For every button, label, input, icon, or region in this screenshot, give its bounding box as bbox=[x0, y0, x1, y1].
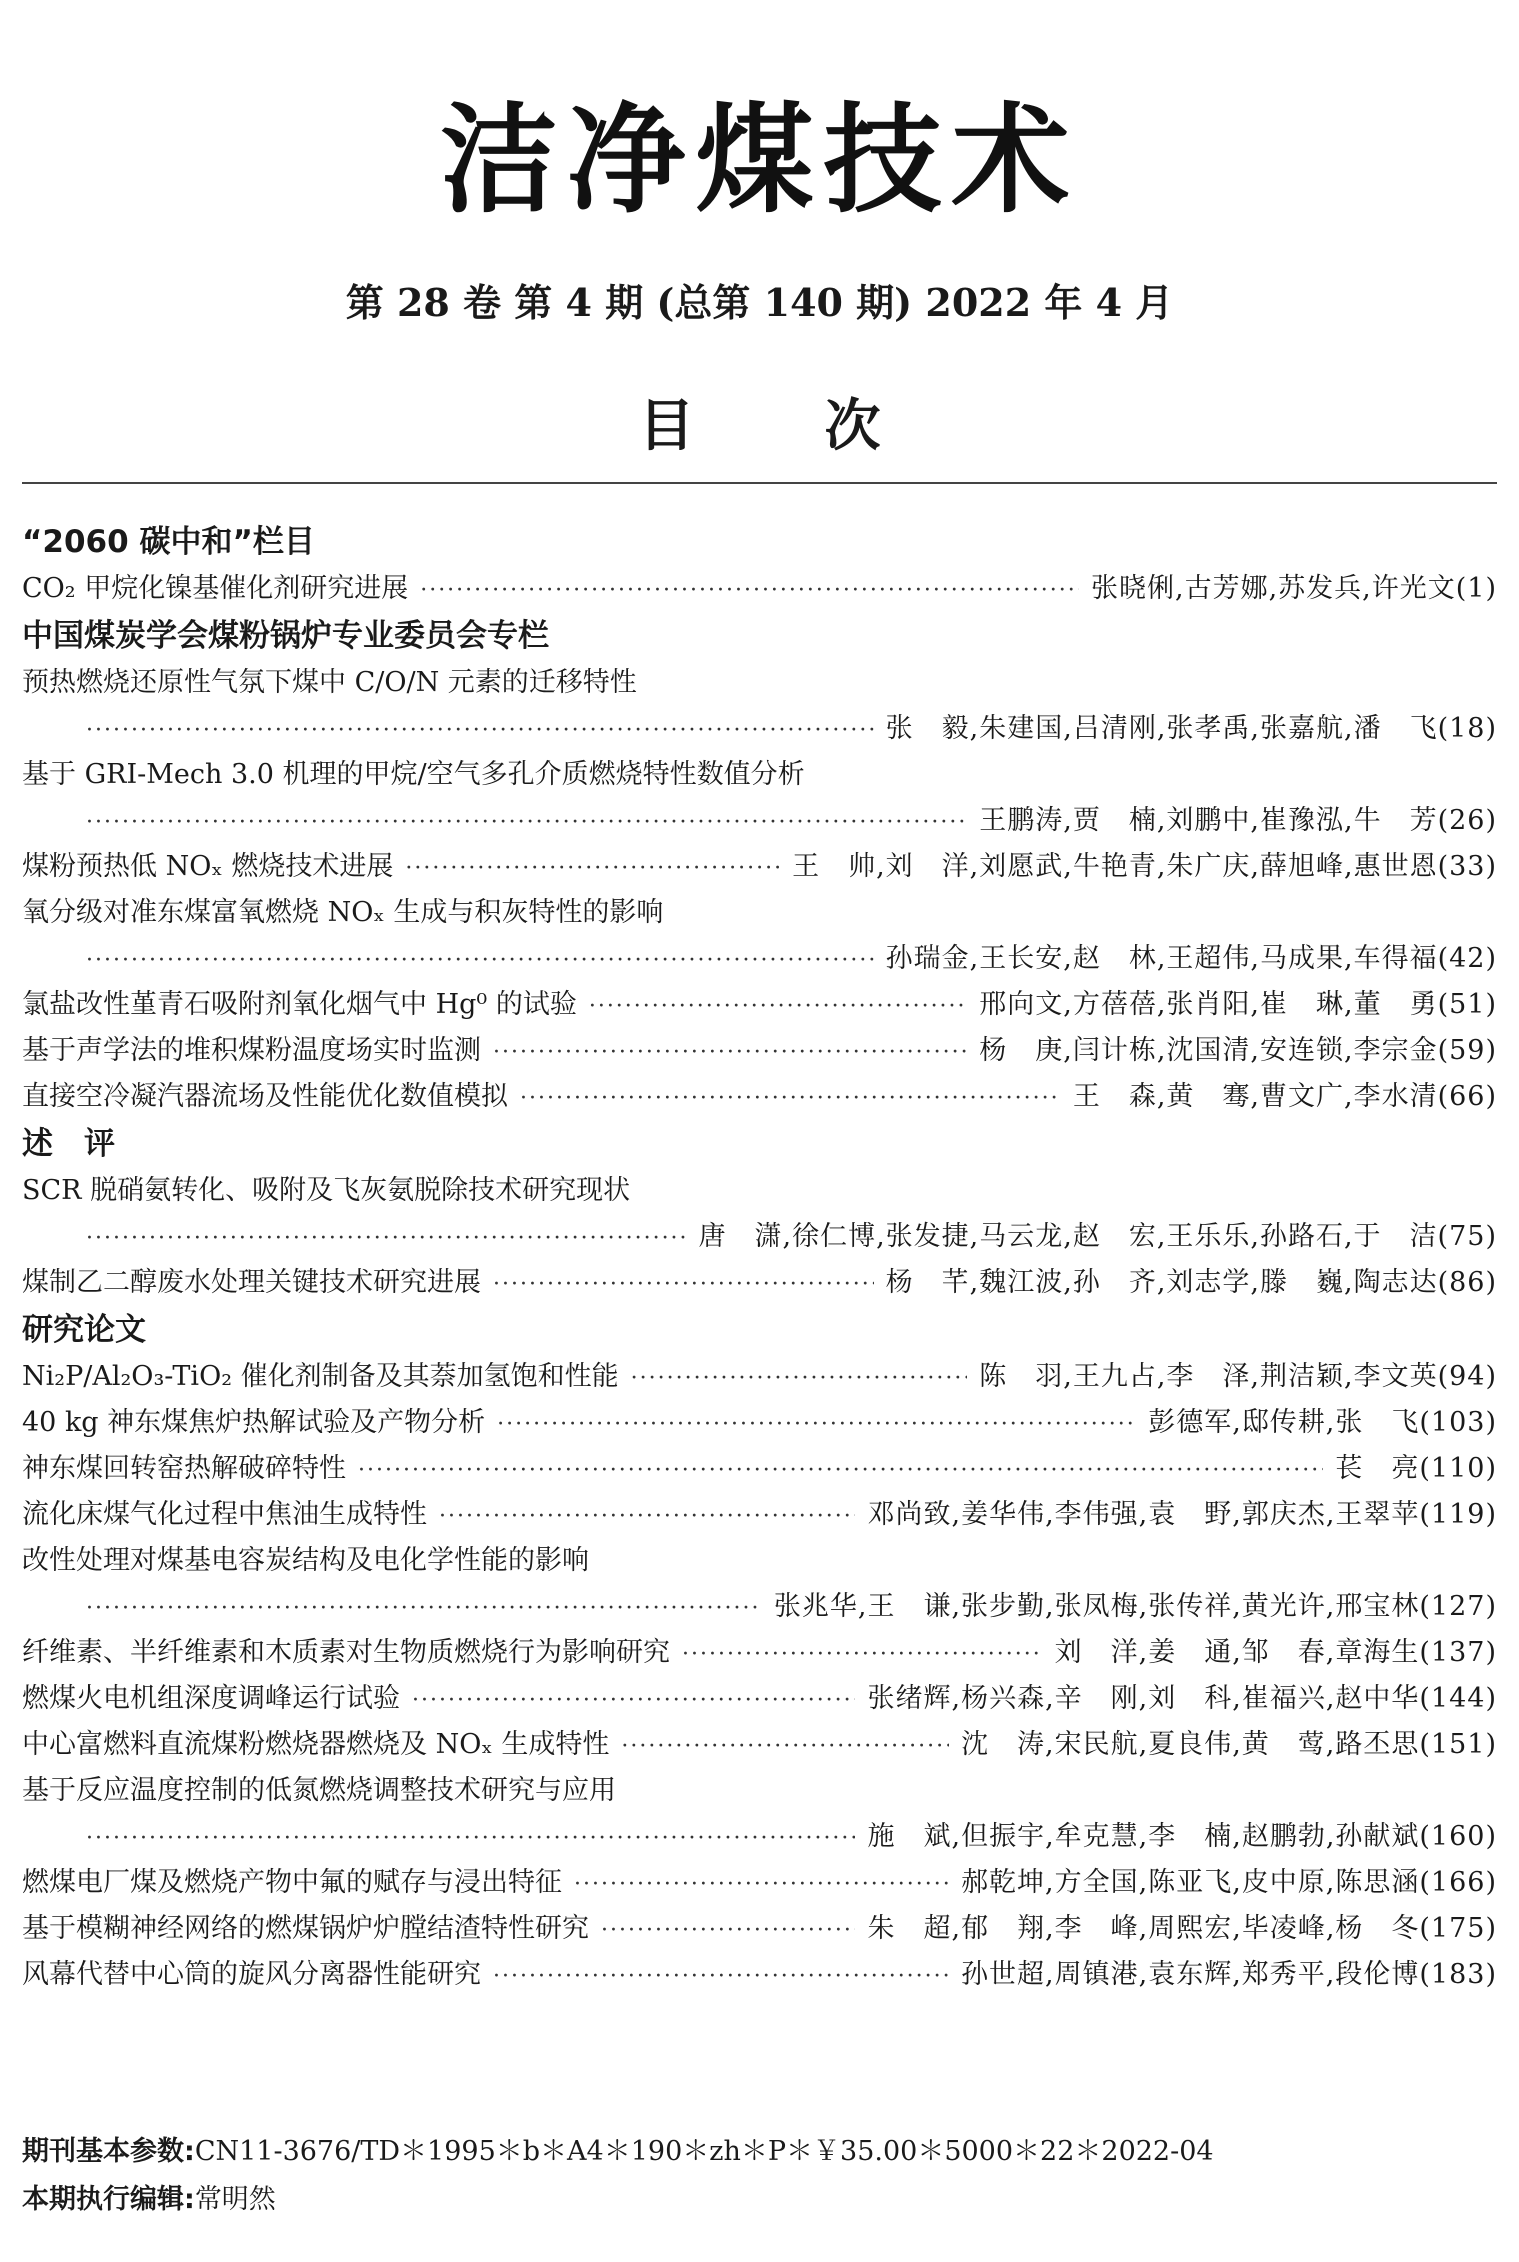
leader-dots bbox=[358, 1448, 1323, 1494]
article-title[interactable]: 预热燃烧还原性气氛下煤中 C/O/N 元素的迁移特性 bbox=[22, 667, 637, 698]
section-title: “2060 碳中和”栏目 bbox=[22, 524, 315, 560]
article-title[interactable]: 基于 GRI-Mech 3.0 机理的甲烷/空气多孔介质燃烧特性数值分析 bbox=[22, 759, 805, 790]
article-title[interactable]: 燃煤火电机组深度调峰运行试验 bbox=[22, 1683, 400, 1714]
article-authors-page: 沈 涛,宋民航,夏良伟,黄 莺,路丕思(151) bbox=[961, 1729, 1497, 1760]
article-authors-page: 王鹏涛,贾 楠,刘鹏中,崔豫泓,牛 芳(26) bbox=[979, 805, 1497, 836]
article-authors-page: 张兆华,王 谦,张步勤,张凤梅,张传祥,黄光许,邢宝林(127) bbox=[773, 1591, 1497, 1622]
toc-entry[interactable] bbox=[22, 1354, 1497, 1400]
article-authors-page: 邢向文,方蓓蓓,张肖阳,崔 琳,董 勇(51) bbox=[979, 989, 1497, 1020]
article-title[interactable]: 神东煤回转窑热解破碎特性 bbox=[22, 1453, 346, 1484]
article-title[interactable]: 风幕代替中心筒的旋风分离器性能研究 bbox=[22, 1959, 481, 1990]
article-authors-page: 王 帅,刘 洋,刘愿武,牛艳青,朱广庆,薛旭峰,惠世恩(33) bbox=[792, 851, 1497, 882]
toc-entry[interactable] bbox=[22, 1446, 1497, 1492]
leader-dots bbox=[405, 846, 780, 892]
leader-dots bbox=[493, 1262, 874, 1308]
article-title[interactable]: 煤制乙二醇废水处理关键技术研究进展 bbox=[22, 1267, 481, 1298]
article-title[interactable]: 纤维素、半纤维素和木质素对生物质燃烧行为影响研究 bbox=[22, 1637, 670, 1668]
article-authors-page: 邓尚致,姜华伟,李伟强,袁 野,郭庆杰,王翠苹(119) bbox=[867, 1499, 1497, 1530]
article-authors-page: 张绪辉,杨兴森,辛 刚,刘 科,崔福兴,赵中华(144) bbox=[867, 1683, 1497, 1714]
article-title[interactable]: 基于模糊神经网络的燃煤锅炉炉膛结渣特性研究 bbox=[22, 1913, 589, 1944]
leader-dots bbox=[621, 1724, 949, 1770]
leader-dots bbox=[86, 1586, 762, 1632]
params-value: CN11-3676/TD＊1995＊b＊A4＊190＊zh＊P＊￥35.00＊5000＊22＊2022-04 bbox=[194, 2136, 1214, 2167]
toc-entry[interactable] bbox=[22, 1074, 1497, 1120]
article-title[interactable]: 改性处理对煤基电容炭结构及电化学性能的影响 bbox=[22, 1545, 589, 1576]
article-authors-page: 刘 洋,姜 通,邹 春,章海生(137) bbox=[1054, 1637, 1497, 1668]
toc-entry[interactable] bbox=[22, 1676, 1497, 1722]
toc-entry[interactable] bbox=[22, 1492, 1497, 1538]
editor-label: 本期执行编辑: bbox=[22, 2184, 195, 2215]
leader-dots bbox=[497, 1402, 1136, 1448]
toc-entry[interactable] bbox=[22, 844, 1497, 890]
article-title[interactable]: Ni₂P/Al₂O₃-TiO₂ 催化剂制备及其萘加氢饱和性能 bbox=[22, 1361, 619, 1392]
leader-dots bbox=[86, 1216, 686, 1262]
section-title: 中国煤炭学会煤粉锅炉专业委员会专栏 bbox=[22, 618, 549, 654]
header-divider bbox=[22, 482, 1497, 484]
leader-dots bbox=[493, 1030, 967, 1076]
article-authors-page: 朱 超,郁 翔,李 峰,周熙宏,毕凌峰,杨 冬(175) bbox=[867, 1913, 1497, 1944]
article-title[interactable]: 40 kg 神东煤焦炉热解试验及产物分析 bbox=[22, 1407, 486, 1438]
toc-entry[interactable] bbox=[22, 1860, 1497, 1906]
leader-dots bbox=[420, 568, 1079, 614]
toc-entry[interactable] bbox=[22, 1722, 1497, 1768]
article-authors-page: 张晓俐,古芳娜,苏发兵,许光文(1) bbox=[1091, 573, 1497, 604]
leader-dots bbox=[86, 938, 874, 984]
leader-dots bbox=[439, 1494, 855, 1540]
article-title[interactable]: CO₂ 甲烷化镍基催化剂研究进展 bbox=[22, 573, 409, 604]
leader-dots bbox=[574, 1862, 949, 1908]
article-title[interactable]: 中心富燃料直流煤粉燃烧器燃烧及 NOₓ 生成特性 bbox=[22, 1729, 610, 1760]
editor-value: 常明然 bbox=[194, 2184, 276, 2215]
leader-dots bbox=[493, 1954, 949, 2000]
leader-dots bbox=[520, 1076, 1061, 1122]
article-title[interactable]: 氯盐改性堇青石吸附剂氧化烟气中 Hg⁰ 的试验 bbox=[22, 989, 577, 1020]
article-authors-page: 陈 羽,王九占,李 泽,荆洁颖,李文英(94) bbox=[979, 1361, 1497, 1392]
article-title[interactable]: SCR 脱硝氨转化、吸附及飞灰氨脱除技术研究现状 bbox=[22, 1175, 631, 1206]
article-authors-page: 杨 庚,闫计栋,沈国清,安连锁,李宗金(59) bbox=[979, 1035, 1497, 1066]
article-title[interactable]: 煤粉预热低 NOₓ 燃烧技术进展 bbox=[22, 851, 394, 882]
toc-entry[interactable] bbox=[22, 982, 1497, 1028]
toc-entry[interactable] bbox=[22, 1260, 1497, 1306]
toc-entry[interactable] bbox=[22, 1814, 1497, 1860]
leader-dots bbox=[412, 1678, 855, 1724]
leader-dots bbox=[589, 984, 967, 1030]
toc-entry[interactable] bbox=[22, 1906, 1497, 1952]
article-title[interactable]: 直接空冷凝汽器流场及性能优化数值模拟 bbox=[22, 1081, 508, 1112]
article-authors-page: 孙世超,周镇港,袁东辉,郑秀平,段伦博(183) bbox=[961, 1959, 1497, 1990]
leader-dots bbox=[86, 800, 967, 846]
article-title[interactable]: 氧分级对准东煤富氧燃烧 NOₓ 生成与积灰特性的影响 bbox=[22, 897, 664, 928]
toc-entry[interactable] bbox=[22, 1400, 1497, 1446]
article-authors-page: 王 森,黄 骞,曹文广,李水清(66) bbox=[1072, 1081, 1497, 1112]
toc-entry[interactable] bbox=[22, 566, 1497, 612]
journal-title: 洁净煤技术 bbox=[439, 90, 1080, 229]
leader-dots bbox=[86, 1816, 855, 1862]
article-authors-page: 施 斌,但振宇,牟克慧,李 楠,赵鹏勃,孙献斌(160) bbox=[867, 1821, 1497, 1852]
toc-entry[interactable] bbox=[22, 1214, 1497, 1260]
toc-entry[interactable] bbox=[22, 1028, 1497, 1074]
executive-editor bbox=[22, 2180, 1497, 2220]
journal-parameters bbox=[22, 2132, 1497, 2172]
params-label: 期刊基本参数: bbox=[22, 2136, 195, 2167]
toc-entry[interactable] bbox=[22, 1952, 1497, 1998]
article-title[interactable]: 基于声学法的堆积煤粉温度场实时监测 bbox=[22, 1035, 481, 1066]
issue-line: 第 28 卷 第 4 期 (总第 140 期) 2022 年 4 月 bbox=[345, 280, 1174, 325]
toc-heading: 目次 bbox=[638, 394, 1011, 459]
toc-entry[interactable] bbox=[22, 1630, 1497, 1676]
article-title[interactable]: 燃煤电厂煤及燃烧产物中氟的赋存与浸出特征 bbox=[22, 1867, 562, 1898]
section-title: 研究论文 bbox=[22, 1312, 146, 1348]
leader-dots bbox=[682, 1632, 1043, 1678]
article-authors-page: 彭德军,邸传耕,张 飞(103) bbox=[1148, 1407, 1497, 1438]
article-authors-page: 张 毅,朱建国,吕清刚,张孝禹,张嘉航,潘 飞(18) bbox=[885, 713, 1497, 744]
article-title[interactable]: 流化床煤气化过程中焦油生成特性 bbox=[22, 1499, 427, 1530]
toc-entry[interactable] bbox=[22, 706, 1497, 752]
article-title[interactable]: 基于反应温度控制的低氮燃烧调整技术研究与应用 bbox=[22, 1775, 616, 1806]
leader-dots bbox=[631, 1356, 968, 1402]
article-authors-page: 郝乾坤,方全国,陈亚飞,皮中原,陈思涵(166) bbox=[961, 1867, 1497, 1898]
leader-dots bbox=[86, 708, 874, 754]
toc-entry[interactable] bbox=[22, 1584, 1497, 1630]
article-authors-page: 孙瑞金,王长安,赵 林,王超伟,马成果,车得福(42) bbox=[885, 943, 1497, 974]
article-authors-page: 杨 芊,魏江波,孙 齐,刘志学,滕 巍,陶志达(86) bbox=[885, 1267, 1497, 1298]
article-authors-page: 苌 亮(110) bbox=[1335, 1453, 1497, 1484]
section-title: 述 评 bbox=[22, 1126, 115, 1162]
toc-entry[interactable] bbox=[22, 936, 1497, 982]
toc-entry[interactable] bbox=[22, 798, 1497, 844]
leader-dots bbox=[601, 1908, 855, 1954]
table-of-contents bbox=[22, 518, 1497, 1998]
article-authors-page: 唐 潇,徐仁博,张发捷,马云龙,赵 宏,王乐乐,孙路石,于 洁(75) bbox=[698, 1221, 1497, 1252]
